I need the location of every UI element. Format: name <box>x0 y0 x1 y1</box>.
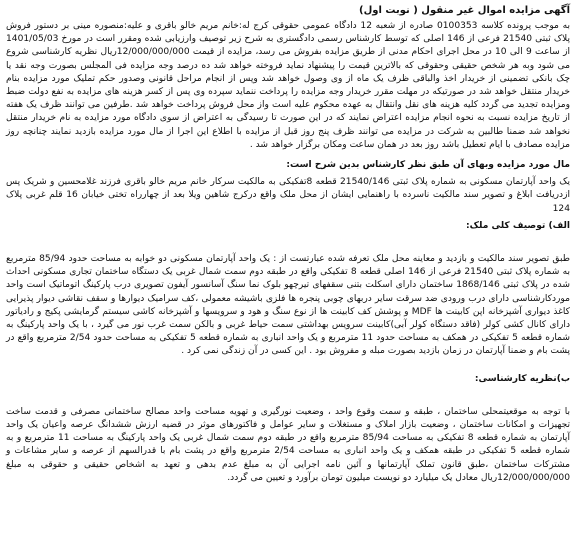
opinion-paragraph: با توجه به موقعیتمحلی ساختمان ، طبقه و سمت وقوع واحد ، وضعیت نورگیری و تهویه مساحت واحد مصالح ساختمانی مصرفی و قدمت ساخت تجهیزات و امکانات ساختمان ، وضعیت بازار املاک و مستغلات و سایر عوامل و فاکتورهای موثر در قضیه ارزش ششدانگ عرصه واعیان یک واحد آپارتمان به شماره قطعه 8 تفکیکی به مساحت 85/94 مترمربع واقع در طبقه دوم سمت شمال غربی یک واحد پارکینگ به مساحت 11 مترمربع و به شماره قطعه 5 تفکیکی در طبقه همکف و یک واحد انباری به مساحت 2/54 مترمربع واقع در پشت بام با قدرالسهم از عرصه و سایر مشاعات و مشترکات ساختمان ،طبق قانون تملک آپارتمانها و آئین نامه اجرایی آن به مبلغ عدم بدهی و تعهد به اشخاص حقیقی و حقوقی به مبلغ 12/000/000/000ریال معادل یک میلیارد دو نویست میلیون تومان برآورد و تعیین می گردد. <box>6 406 571 483</box>
notice-intro-paragraph: به موجب پرونده کلاسه 0100353 صادره از شعبه 12 دادگاه عمومی حقوقی کرج له:خانم مریم خالو باقری و علیه:منصوره مینی بر دستور فروش پلاک ثبتی 21540 فرعی از 146 اصلی که توسط کارشناس رسمی دادگستری به شرح زیر توصیف وارزیابی شده ومقرر است در مورخ 1401/05/03 از ساعت 9 الی 10 در محل اجرای احکام مدنی از طریق مزایده بفروش می رسد، مزایده از قیمت 12/000/000/000ریال نظریه کارشناسی شروع می شود وبه هر شخص حقیقی وحقوقی که بالاترین قیمت را پیشنهاد نماید فروخته خواهد شد ده درصد وجه مزایده فی المجلس بصورت وجه نقد یا چک بانکی تضمینی از خریدار اخذ والباقی ظرف یک ماه از وی وصول خواهد شد وپس از انجام مراحل قانونی وصدور حکم تملیک مورد مزایده بنام خریدار منتقل خواهد شد در صورتیکه در مهلت مقرر خریدار وجه مزایده را پرداخت ننماید سپرده وی پس از کسر هزینه های مزایده به نفع دولت ضبط ومزایده تجدید می گردد کلیه هزینه های نقل وانتقال به عهده محکوم علیه است واز محل فروش پرداخت خواهد شد .طرفین می توانند ظرف یک هفته از تاریخ مزایده نسبت به نحوه انجام مزایده اعتراض نمایند که در این صورت تا رسیدگی به اعتراض از سوی دادگاه مورد مزایده به نام خریدار منتقل نخواهد شد ضمنا طالبین به شرکت در مزایده می توانند ظرف پنج روز قبل از مزایده با اطلاع این اجرا از مال مورد مزایده بازدید نمایند چنانچه روز مزایده مصادف با ایام تعطیل باشد روز بعد در همان ساعت ومکان برگزار خواهد شد . <box>6 21 570 150</box>
description-section-heading: الف) توصیف کلی ملک: <box>466 220 570 231</box>
property-section-heading: مال مورد مزایده وبهای آن طبق نظر کارشناس بدین شرح است: <box>286 160 570 171</box>
notice-title: آگهی مزایده اموال غیر منقول ( نوبت اول) <box>359 5 570 16</box>
description-paragraph: طبق تصویر سند مالکیت و بازدید و معاینه محل ملک تعرفه شده عبارتست از : یک واحد آپارتمان مسکونی دو خوابه به مساحت حدود 85/94 مترمربع به شماره پلاک ثبتی 21540 فرعی از 146 اصلی قطعه 8 تفکیکی واقع در طبقه دوم سمت شمال غربی یک دستگاه ساختمان تجاری مسکونی احداث شده در پلاک ثبتی 1868/146 ساختمان دارای اسکلت بتنی سقفهای تیرچهو بلوک نما سنگ آسانسور آیفون تصویری درب پارکینگ اتوماتیک است واحد موردکارشناسی دارای درب ورودی ضد سرقت سایر دربهای چوبی پنجره ها فلزی باشیشه معمولی ،کف سرامیک دیوارها و سقف نقاشی دیوار پذیرایی کاغذ دیواری آشپزخانه اپن کابینت ها MDF و پوشش کف کابینت ها از نوع سنگ و هود و سرویسها و آشپزخانه کاشی سیستم گرمایشی پکیج و رادیاتور دارای کانال کشی کولر (فاقد دستگاه کولر آبی)کابینت سرویس بهداشتی سمت حیاط غربی و بالکن سمت غرب نور می گیرد ، با یک واحد پارکینگ به شماره قطعه 5 تفکیکی در همکف به مساحت حدود 11 مترمربع و یک واحد انباری به شماره قطعه 5 تفکیکی به مساحت حدود 2/54 مترمربع واقع در پشت بام و ضمنا آپارتمان در زمان بازدید بصورت مبله و مفروش بود . این کسی در آن زندگی نمی کرد . <box>6 254 571 357</box>
property-paragraph: یک واحد آپارتمان مسکونی به شماره پلاک ثبتی 21540/146 قطعه 8تفکیکی به مالکیت سرکار خانم مریم خالو باقری فرزند غلامحسین و شریک پس ازدریافت ابلاغ و تصویر سند مالکیت ناسرده با راهنمایی ایشان از محل ملک واقع درکرج شاهین ویلا بعد از چهارراه تختی خیابان 16 قلم غربی پلاک 124 <box>6 177 570 214</box>
auction-notice <box>6 4 570 485</box>
opinion-section-heading: ب)نظریه کارشناسی: <box>474 373 570 384</box>
